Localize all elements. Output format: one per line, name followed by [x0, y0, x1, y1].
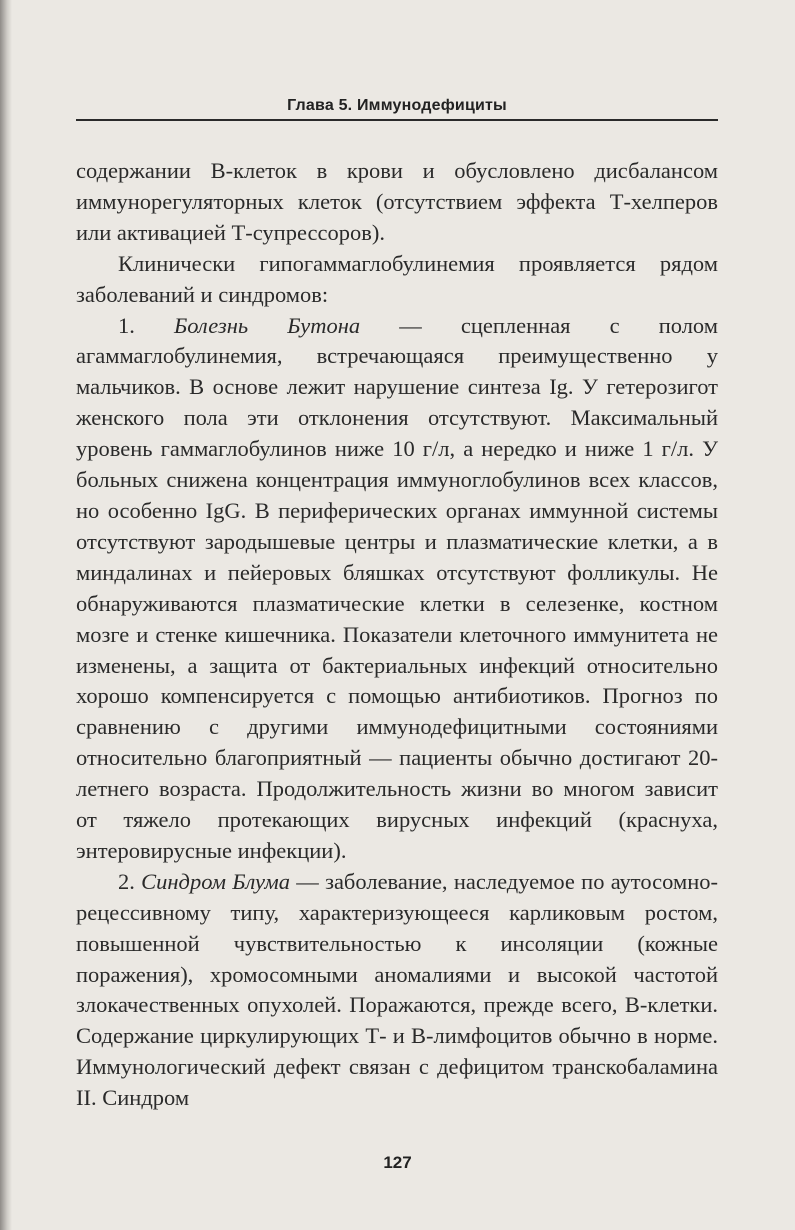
header-rule — [76, 119, 718, 121]
paragraph-text: содержании В-клеток в крови и обусловлено дисбалансом иммунорегуляторных клеток (отсутствием эффекта Т-хелперов или активацией Т-супрессоров). — [76, 158, 718, 245]
list-item-term: Болезнь Бутона — [173, 312, 361, 338]
paragraph-continuation — [76, 156, 718, 249]
list-item-number: 1. — [118, 312, 135, 338]
paragraph-text: Клинически гипогаммаглобулинемия проявляется рядом заболеваний и синдромов: — [76, 250, 718, 307]
list-item-term: Синдром Блума — [141, 868, 291, 894]
page-number: 127 — [383, 1153, 412, 1172]
chapter-title: Глава 5. Иммунодефициты — [287, 97, 507, 114]
list-item-1 — [76, 311, 718, 867]
running-header — [76, 97, 718, 121]
paragraph-intro — [76, 249, 718, 311]
list-item-number: 2. — [118, 868, 135, 894]
body-text — [76, 156, 718, 1114]
page-binding-shadow — [0, 0, 12, 1230]
list-item-text: — сцепленная с полом агаммаглобулинемия, встречающаяся преимущественно у мальчиков. В основе лежит нарушение синтеза Ig. У гетерозигот женского пола эти отклонения отсутствуют. Максимальный уровень гаммаглобулинов ниже 10 г/л, а нередко и ниже 1 г/л. У больных снижена концентрация иммуноглобулинов всех классов, но особенно IgG. В периферических органах иммунной системы отсутствуют зародышевые центры и плазматические клетки, а в миндалинах и пейеровых бляшках отсутствуют фолликулы. Не обнаруживаются плазматические клетки в селезенке, костном мозге и стенке кишечника. Показатели клеточного иммунитета не изменены, а защита от бактериальных инфекций относительно хорошо компенсируется с помощью антибиотиков. Прогноз по сравнению с другими иммунодефицитными состояниями относительно благоприятный — пациенты обычно достигают 20-летнего возраста. Продолжительность жизни во многом зависит от тяжело протекающих вирусных инфекций (краснуха, энтеровирусные инфекции). — [76, 312, 718, 863]
list-item-2 — [76, 867, 718, 1114]
list-item-text: — заболевание, наследуемое по аутосомно-рецессивному типу, характеризующееся карликовым ростом, повышенной чувствительностью к инсоляции (кожные поражения), хромосомными аномалиями и высокой частотой злокачественных опухолей. Поражаются, прежде всего, В-клетки. Содержание циркулирующих Т- и В-лимфоцитов обычно в норме. Иммунологический дефект связан с дефицитом транскобаламина II. Синдром — [76, 868, 718, 1111]
